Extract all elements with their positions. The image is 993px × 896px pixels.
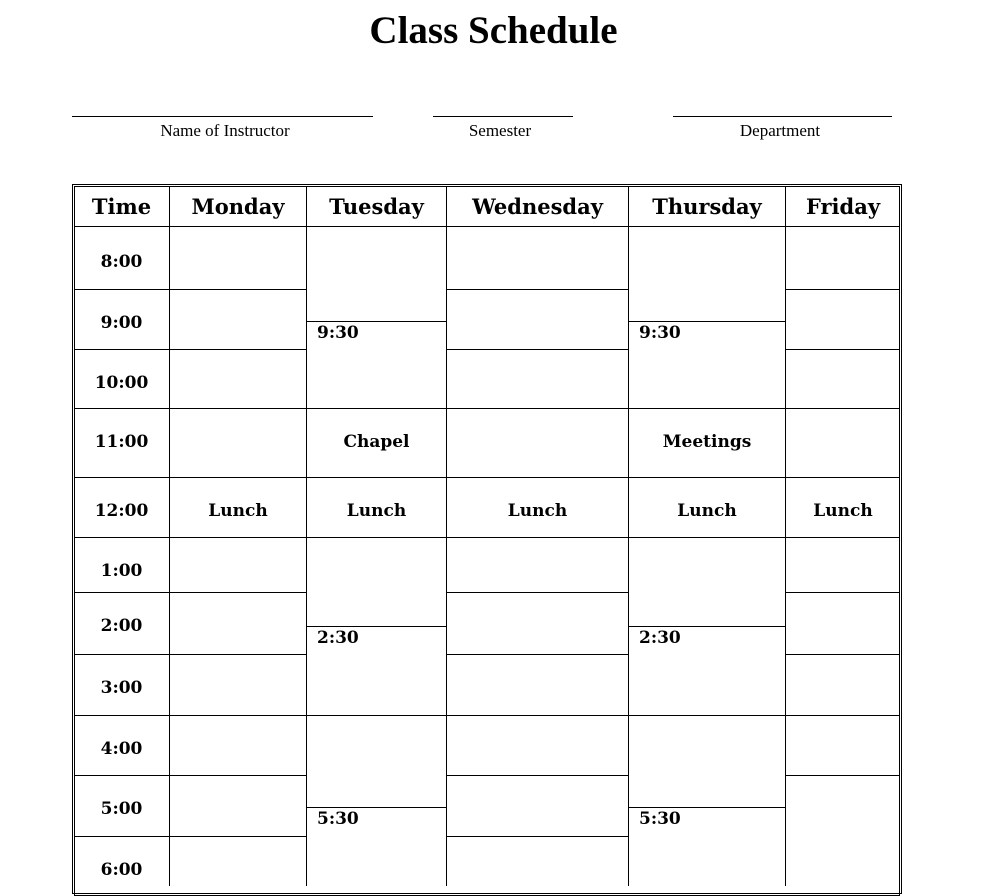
- row-line: [74, 836, 169, 837]
- row-line: [785, 289, 900, 290]
- row-line: [446, 289, 628, 290]
- department-signature-line[interactable]: [673, 116, 892, 117]
- row-line: [74, 654, 169, 655]
- row-line: [74, 289, 169, 290]
- thursday-half-hour-label: 2:30: [639, 628, 681, 648]
- row-line: [306, 321, 446, 322]
- instructor-signature-line[interactable]: [72, 116, 373, 117]
- tuesday-half-hour-label: 9:30: [317, 323, 359, 343]
- row-line: [169, 715, 306, 716]
- row-line: [446, 654, 628, 655]
- header-thursday: Thursday: [652, 193, 762, 219]
- monday-lunch-label: Lunch: [208, 501, 268, 521]
- row-line: [628, 477, 785, 478]
- header-time: Time: [91, 193, 152, 219]
- row-line: [306, 715, 446, 716]
- row-line: [74, 775, 169, 776]
- row-line: [169, 537, 306, 538]
- col-divider: [785, 186, 786, 886]
- time-label: 9:00: [100, 313, 143, 333]
- row-line: [785, 654, 900, 655]
- schedule-table: [74, 186, 900, 896]
- time-label: 3:00: [100, 678, 143, 698]
- row-line: [74, 537, 169, 538]
- row-line: [169, 836, 306, 837]
- row-line: [169, 289, 306, 290]
- row-line: [628, 626, 785, 627]
- tuesday-chapel-label: Chapel: [343, 432, 410, 452]
- header-friday: Friday: [805, 193, 881, 219]
- row-line: [785, 408, 900, 409]
- page-title: Class Schedule: [369, 9, 618, 52]
- time-label: 8:00: [100, 252, 143, 272]
- time-label: 6:00: [100, 860, 143, 880]
- header-monday: Monday: [191, 193, 285, 219]
- row-line: [169, 654, 306, 655]
- tuesday-half-hour-label: 5:30: [317, 809, 359, 829]
- row-line: [74, 715, 169, 716]
- row-line: [628, 321, 785, 322]
- col-divider: [628, 186, 629, 886]
- row-line: [446, 592, 628, 593]
- thursday-half-hour-label: 9:30: [639, 323, 681, 343]
- row-line: [306, 807, 446, 808]
- row-line: [785, 715, 900, 716]
- row-line: [169, 349, 306, 350]
- time-label: 4:00: [100, 739, 143, 759]
- row-line: [446, 349, 628, 350]
- row-line: [169, 408, 306, 409]
- row-line: [785, 592, 900, 593]
- col-divider: [446, 186, 447, 886]
- row-line: [306, 408, 446, 409]
- row-line: [628, 408, 785, 409]
- time-label: 10:00: [94, 373, 149, 393]
- thursday-lunch-label: Lunch: [677, 501, 737, 521]
- row-line: [74, 477, 169, 478]
- row-line: [446, 477, 628, 478]
- row-line: [446, 537, 628, 538]
- row-line: [785, 477, 900, 478]
- tuesday-half-hour-label: 2:30: [317, 628, 359, 648]
- row-line: [306, 477, 446, 478]
- tuesday-lunch-label: Lunch: [346, 501, 407, 521]
- row-line: [628, 715, 785, 716]
- row-line: [74, 592, 169, 593]
- semester-label: Semester: [468, 121, 532, 140]
- row-line: [169, 775, 306, 776]
- header-tuesday: Tuesday: [329, 193, 424, 219]
- row-line: [306, 626, 446, 627]
- row-line: [785, 537, 900, 538]
- row-line: [74, 408, 169, 409]
- time-label: 1:00: [100, 561, 143, 581]
- wednesday-lunch-label: Lunch: [507, 501, 568, 521]
- row-line: [306, 537, 446, 538]
- row-line: [169, 477, 306, 478]
- thursday-meetings-label: Meetings: [662, 432, 752, 452]
- row-line: [446, 775, 628, 776]
- time-label: 12:00: [94, 501, 149, 521]
- department-label: Department: [739, 121, 821, 140]
- friday-lunch-label: Lunch: [813, 501, 873, 521]
- header-divider: [74, 226, 900, 227]
- row-line: [446, 408, 628, 409]
- row-line: [628, 807, 785, 808]
- time-label: 5:00: [100, 799, 143, 819]
- col-divider: [306, 186, 307, 886]
- row-line: [785, 349, 900, 350]
- header-wednesday: Wednesday: [472, 193, 603, 219]
- row-line: [628, 537, 785, 538]
- instructor-label: Name of Instructor: [160, 121, 290, 140]
- row-line: [785, 775, 900, 776]
- row-line: [169, 592, 306, 593]
- row-line: [446, 715, 628, 716]
- thursday-half-hour-label: 5:30: [639, 809, 681, 829]
- time-label: 2:00: [100, 616, 143, 636]
- semester-signature-line[interactable]: [433, 116, 573, 117]
- row-line: [446, 836, 628, 837]
- col-divider: [169, 186, 170, 886]
- row-line: [74, 349, 169, 350]
- time-label: 11:00: [94, 432, 149, 452]
